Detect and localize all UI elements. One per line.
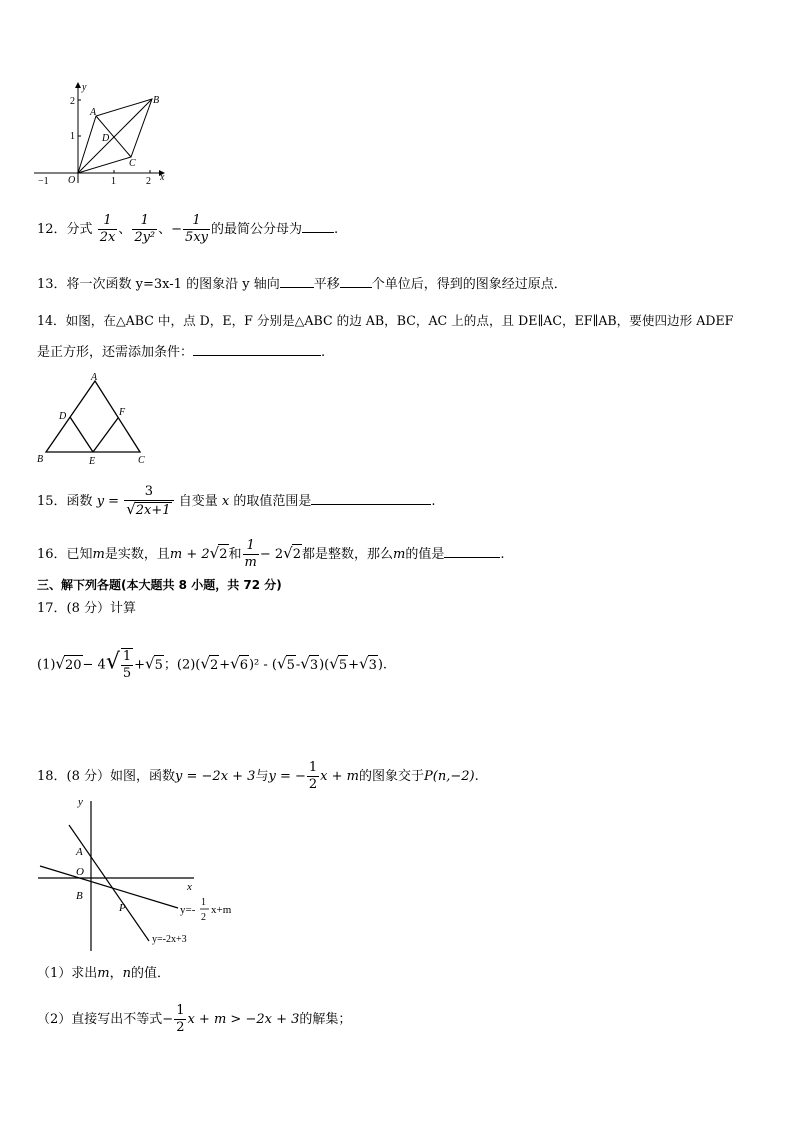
label-b: B	[76, 890, 83, 902]
fraction-3-over-sqrt: $\frac{3}{√2x+1}$	[124, 484, 173, 519]
question-12	[37, 213, 338, 246]
equation-2-lhs: y = −	[268, 769, 306, 784]
sqrt-5: 5	[154, 655, 164, 676]
question-14-line1: 14．如图，在△ABC 中，点 D，E，F 分别是△ABC 的边 AB，BC，AC 上的点，且 DE∥AC，EF∥AB，要使四边形 ADEF	[37, 313, 734, 328]
label-line1-num: 1	[201, 897, 206, 908]
label-o: O	[76, 866, 84, 878]
label-d: D	[102, 133, 110, 144]
q13-text-3: 个单位后，得到的图象经过原点．	[371, 277, 567, 292]
minus: -	[295, 657, 301, 673]
question-15	[37, 484, 435, 519]
q16-text-2: 是实数，且	[104, 547, 170, 562]
square-minus: )² - (	[248, 657, 277, 673]
figure-q14-triangle	[34, 372, 159, 467]
fraction-1-over-2: $\frac{1}{2}$	[308, 760, 318, 792]
text: （1）求出	[37, 966, 98, 981]
label-a: A	[76, 846, 83, 858]
sqrt-3: 3	[368, 655, 378, 676]
period: .	[474, 769, 479, 784]
plus: +	[348, 657, 359, 673]
tick-xm1: −1	[38, 176, 49, 187]
minus-4: − 4	[82, 657, 106, 673]
section-heading: 三、解下列各题(本大题共 8 小题，共 72 分)	[37, 578, 282, 592]
variable-m: m	[393, 547, 406, 562]
label-line1-prefix: y=-	[180, 904, 196, 916]
q14-text: 是正方形，还需添加条件：	[37, 345, 194, 360]
label-line1-suffix: x+m	[211, 904, 232, 916]
question-17-title: 17．(8 分）计算	[37, 601, 137, 616]
figure-q18-graph	[34, 793, 254, 955]
segment-ef	[93, 418, 118, 452]
label-a: A	[90, 107, 97, 118]
variable-m: m	[97, 966, 110, 981]
question-14-line2	[37, 342, 325, 363]
label-c: C	[138, 455, 145, 466]
question-18-part2	[37, 1003, 351, 1036]
fraction-1-over-m: $\frac{1}{m}$	[244, 538, 257, 570]
question-18	[37, 760, 479, 793]
sqrt-2: 2	[218, 544, 228, 565]
period: .	[500, 547, 505, 562]
line-y-minus-half-x-plus-m	[40, 866, 178, 908]
equation-2-rhs: x + m	[320, 769, 359, 784]
answer-blank-units[interactable]	[340, 274, 372, 288]
separator: 、−	[158, 222, 183, 237]
label-y: y	[82, 82, 87, 93]
inequality: x + m > −2x + 3	[187, 1012, 300, 1027]
q13-text-2: 平移	[313, 277, 340, 292]
tick-x2: 2	[146, 176, 151, 187]
expr-minus: − 2	[259, 547, 284, 562]
point-p: P(n,−2)	[424, 769, 475, 784]
label-d: D	[59, 411, 67, 422]
variable-m: m	[92, 547, 105, 562]
q16-and: 和	[228, 547, 242, 562]
plus: +	[219, 657, 231, 673]
sqrt-20: 20	[64, 655, 83, 676]
label-b: B	[153, 95, 160, 106]
text: 的值．	[131, 966, 171, 981]
label-y: y	[78, 796, 83, 808]
paren-end: ).	[377, 657, 388, 673]
part-label-2: ；(2)(	[163, 657, 201, 673]
label-e: E	[89, 456, 96, 467]
label-c: C	[129, 158, 136, 169]
question-18-part1	[37, 964, 170, 984]
part-label-1: (1)	[37, 657, 56, 673]
period: .	[321, 345, 326, 360]
sqrt-5: 5	[286, 655, 296, 676]
label-p: P	[119, 902, 126, 914]
minus: −	[162, 1012, 174, 1027]
paren: )(	[319, 657, 330, 673]
q16-text-3: 都是整数，那么	[301, 547, 393, 562]
q15-number: 15．函数	[37, 494, 93, 509]
period: .	[334, 222, 339, 237]
fraction-1-over-2x: $\frac{1}{2x}$	[99, 213, 116, 245]
q15-text: 自变量	[178, 494, 218, 509]
sqrt-fraction-1-over-5: $\frac{1}{5}$	[122, 649, 132, 681]
sqrt-5: 5	[338, 655, 348, 676]
answer-blank-direction[interactable]	[280, 274, 314, 288]
q16-text-1: 16．已知	[37, 547, 93, 562]
plus: +	[134, 657, 146, 673]
variable-x: x	[221, 494, 230, 509]
variable-n: n	[122, 966, 131, 981]
label-b: B	[37, 454, 44, 465]
text: （2）直接写出不等式	[37, 1012, 163, 1027]
tick-y2: 2	[70, 96, 75, 107]
q16-text-4: 的值是	[405, 547, 445, 562]
answer-blank[interactable]	[302, 219, 334, 233]
label-line1-den: 2	[201, 912, 206, 923]
q18-text-2: 的图象交于	[359, 769, 425, 784]
q18-and: 与	[255, 769, 269, 784]
label-line2: y=-2x+3	[152, 934, 187, 945]
label-x: x	[160, 172, 165, 183]
segment-de	[70, 417, 93, 452]
q18-text-1: 18．(8 分）如图，函数	[37, 769, 176, 784]
fraction-1-over-5xy: $\frac{1}{5xy}$	[185, 213, 208, 245]
comma: ，	[109, 966, 123, 981]
sqrt-6: 6	[239, 655, 249, 676]
tick-y1: 1	[70, 131, 75, 142]
y-equals: y =	[96, 494, 120, 509]
expr-m-plus: m + 2	[169, 547, 210, 562]
figure-q11	[32, 80, 182, 190]
answer-blank[interactable]	[444, 544, 500, 558]
sqrt-3: 3	[309, 655, 319, 676]
label-x: x	[187, 881, 192, 893]
sqrt-2: 2	[209, 655, 219, 676]
q15-text-2: 的取值范围是	[233, 494, 312, 509]
fraction-1-over-2y2: $\frac{1}{\text{2y²}}$	[134, 213, 156, 245]
period: .	[431, 494, 436, 509]
sqrt-2: 2	[292, 544, 302, 565]
label-f: F	[119, 407, 126, 418]
label-a: A	[91, 372, 98, 383]
equation-1: y = −2x + 3	[175, 769, 256, 784]
q12-number: 12．分式	[37, 222, 93, 237]
answer-blank[interactable]	[193, 342, 321, 356]
question-13	[37, 274, 567, 295]
text: 的解集；	[299, 1012, 352, 1027]
answer-blank[interactable]	[311, 491, 431, 505]
separator: 、	[118, 222, 132, 237]
q12-text: 的最简公分母为	[211, 222, 303, 237]
question-17-expr: (1)√20− 4√ $\frac{1}{5}$ +√5；(2)(√2+√6)² - (√5-√3)(√5+√3).	[37, 649, 388, 681]
q13-text-1: 13．将一次函数 y=3x-1 的图象沿 y 轴向	[37, 277, 280, 292]
tick-x1: 1	[111, 176, 116, 187]
question-16: 16．已知m是实数，且m + 2√2和 $\frac{1}{m}$ − 2√2都是整数，那么m的值是 .	[37, 538, 505, 570]
label-o: O	[68, 175, 76, 186]
fraction-1-over-2: $\frac{1}{2}$	[176, 1003, 185, 1035]
line-y-minus2x-plus3	[69, 825, 149, 941]
